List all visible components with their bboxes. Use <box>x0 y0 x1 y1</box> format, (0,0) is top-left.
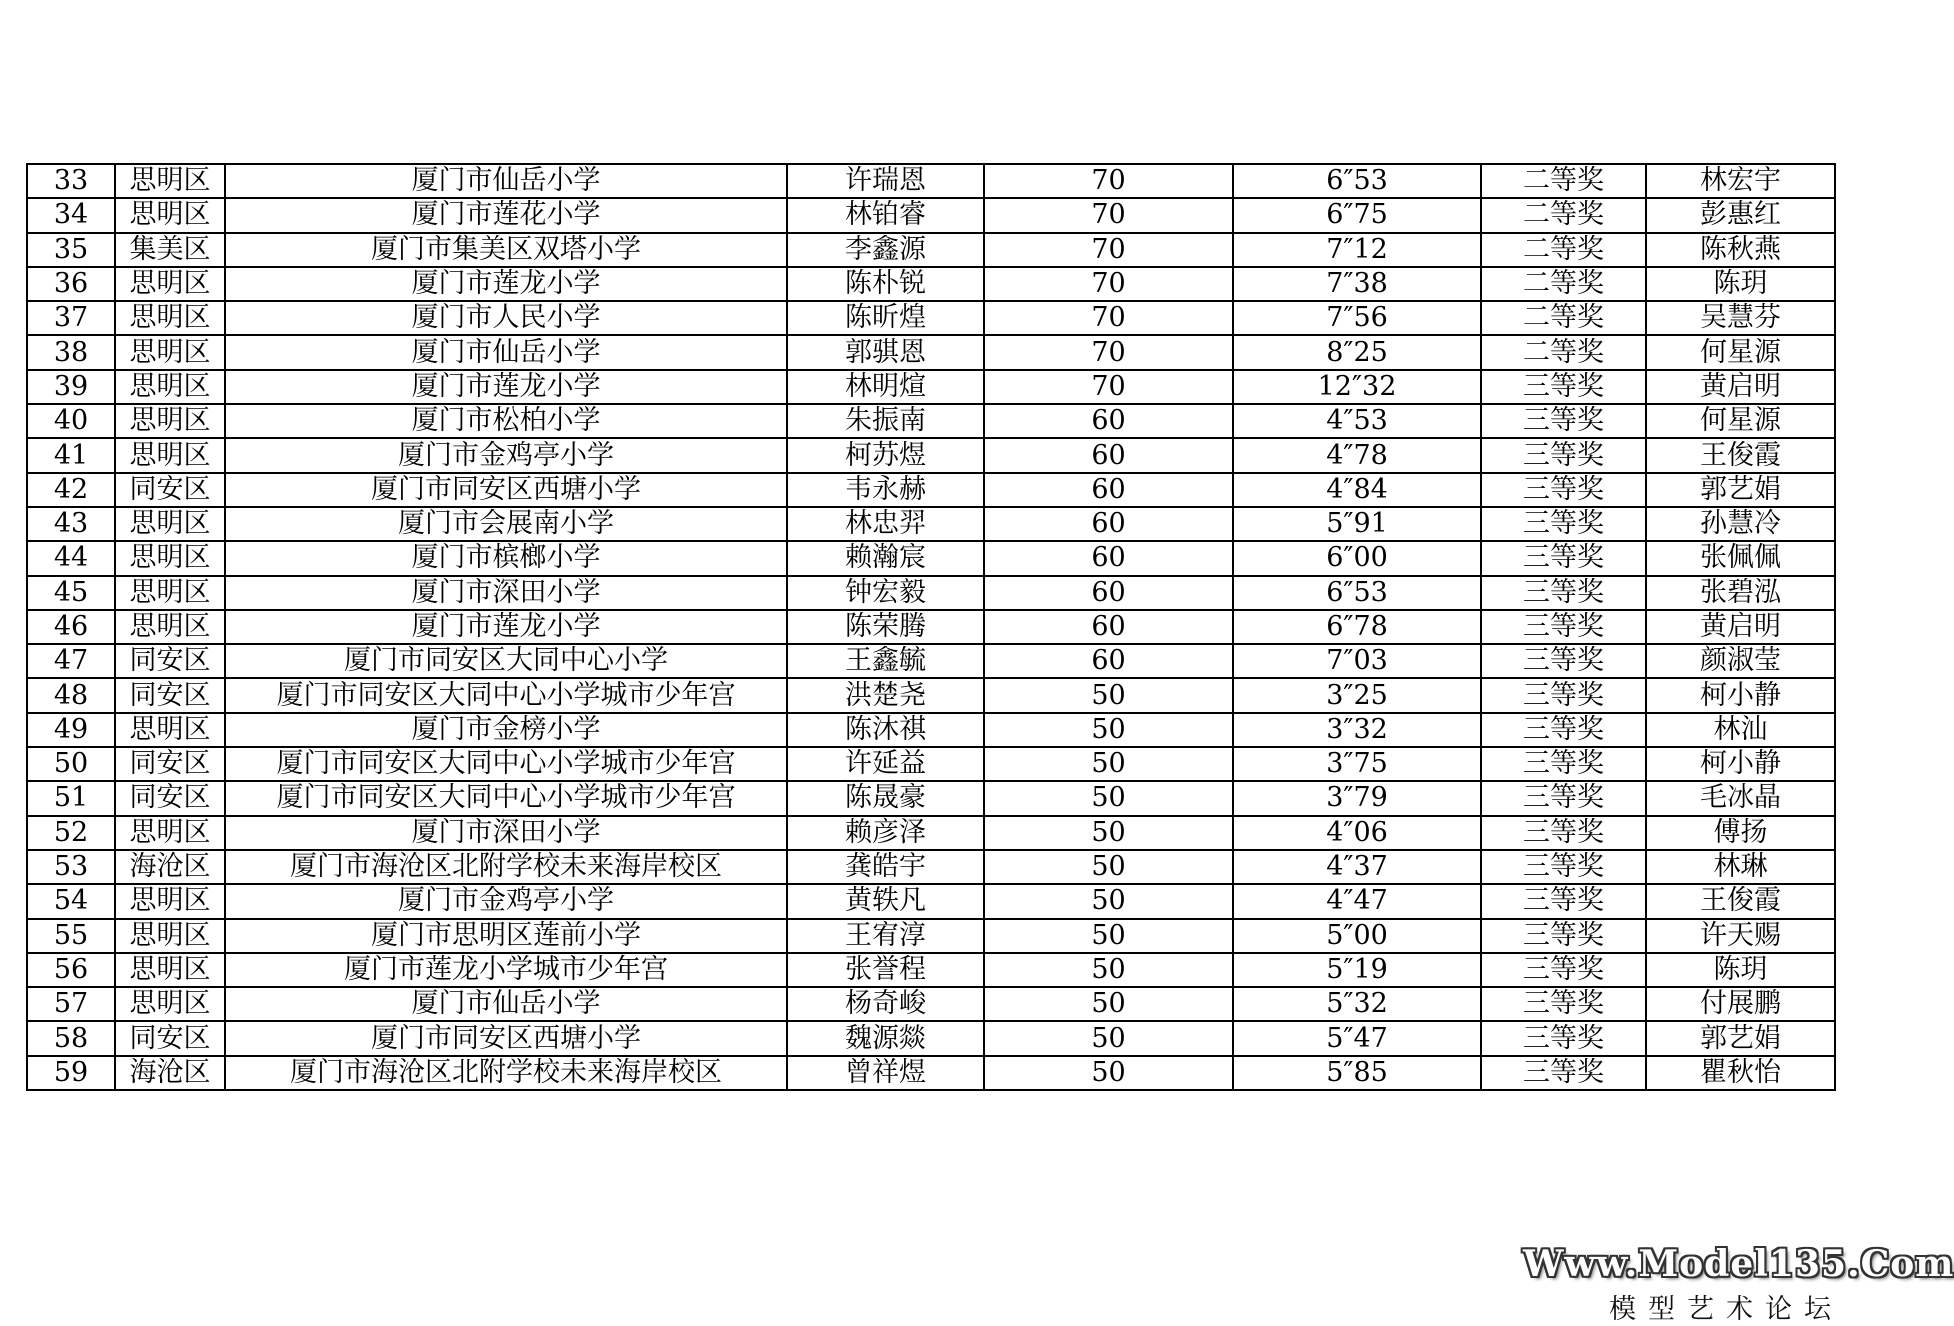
student-name-cell: 洪楚尧 <box>787 678 984 712</box>
student-name-cell: 李鑫源 <box>787 233 984 267</box>
student-name-cell: 许延益 <box>787 747 984 781</box>
score-cell: 50 <box>984 816 1233 850</box>
student-name-cell: 林明煊 <box>787 370 984 404</box>
school-cell: 厦门市集美区双塔小学 <box>225 233 787 267</box>
teacher-cell: 林汕 <box>1646 713 1835 747</box>
rank-cell: 54 <box>27 884 115 918</box>
district-cell: 思明区 <box>115 884 225 918</box>
award-cell: 二等奖 <box>1481 233 1646 267</box>
rank-cell: 57 <box>27 987 115 1021</box>
watermark-url: Www.Model135.Com <box>1523 1243 1954 1285</box>
school-cell: 厦门市人民小学 <box>225 301 787 335</box>
student-name-cell: 魏源燚 <box>787 1021 984 1055</box>
district-cell: 思明区 <box>115 816 225 850</box>
table-row <box>27 576 1835 610</box>
student-name-cell: 陈荣腾 <box>787 610 984 644</box>
table-row <box>27 644 1835 678</box>
school-cell: 厦门市海沧区北附学校未来海岸校区 <box>225 1056 787 1090</box>
score-cell: 50 <box>984 713 1233 747</box>
table-row <box>27 713 1835 747</box>
student-name-cell: 陈沐祺 <box>787 713 984 747</box>
district-cell: 思明区 <box>115 198 225 232</box>
award-cell: 二等奖 <box>1481 335 1646 369</box>
student-name-cell: 柯苏煜 <box>787 438 984 472</box>
award-cell: 三等奖 <box>1481 370 1646 404</box>
time-cell: 3″79 <box>1233 781 1481 815</box>
table-row <box>27 884 1835 918</box>
award-cell: 三等奖 <box>1481 713 1646 747</box>
school-cell: 厦门市同安区西塘小学 <box>225 1021 787 1055</box>
teacher-cell: 孙慧冷 <box>1646 507 1835 541</box>
rank-cell: 36 <box>27 267 115 301</box>
district-cell: 海沧区 <box>115 850 225 884</box>
table-row <box>27 507 1835 541</box>
table-row <box>27 301 1835 335</box>
student-name-cell: 朱振南 <box>787 404 984 438</box>
score-cell: 50 <box>984 678 1233 712</box>
award-cell: 三等奖 <box>1481 576 1646 610</box>
award-cell: 三等奖 <box>1481 747 1646 781</box>
school-cell: 厦门市仙岳小学 <box>225 987 787 1021</box>
award-cell: 二等奖 <box>1481 301 1646 335</box>
award-cell: 三等奖 <box>1481 919 1646 953</box>
teacher-cell: 林宏宇 <box>1646 164 1835 198</box>
school-cell: 厦门市莲龙小学 <box>225 267 787 301</box>
school-cell: 厦门市仙岳小学 <box>225 164 787 198</box>
table-row <box>27 198 1835 232</box>
student-name-cell: 韦永赫 <box>787 473 984 507</box>
student-name-cell: 陈昕煌 <box>787 301 984 335</box>
district-cell: 思明区 <box>115 541 225 575</box>
student-name-cell: 龚皓宇 <box>787 850 984 884</box>
rank-cell: 55 <box>27 919 115 953</box>
rank-cell: 41 <box>27 438 115 472</box>
district-cell: 思明区 <box>115 713 225 747</box>
time-cell: 5″85 <box>1233 1056 1481 1090</box>
rank-cell: 38 <box>27 335 115 369</box>
student-name-cell: 王鑫毓 <box>787 644 984 678</box>
school-cell: 厦门市莲花小学 <box>225 198 787 232</box>
score-cell: 60 <box>984 507 1233 541</box>
score-cell: 60 <box>984 473 1233 507</box>
time-cell: 5″19 <box>1233 953 1481 987</box>
school-cell: 厦门市同安区大同中心小学 <box>225 644 787 678</box>
table-row <box>27 335 1835 369</box>
table-row <box>27 438 1835 472</box>
district-cell: 思明区 <box>115 301 225 335</box>
score-cell: 60 <box>984 438 1233 472</box>
award-cell: 二等奖 <box>1481 164 1646 198</box>
school-cell: 厦门市莲龙小学 <box>225 370 787 404</box>
table-row <box>27 919 1835 953</box>
time-cell: 4″78 <box>1233 438 1481 472</box>
teacher-cell: 彭惠红 <box>1646 198 1835 232</box>
rank-cell: 33 <box>27 164 115 198</box>
teacher-cell: 郭艺娟 <box>1646 473 1835 507</box>
award-cell: 二等奖 <box>1481 267 1646 301</box>
score-cell: 60 <box>984 644 1233 678</box>
rank-cell: 34 <box>27 198 115 232</box>
award-cell: 三等奖 <box>1481 781 1646 815</box>
district-cell: 思明区 <box>115 610 225 644</box>
award-cell: 三等奖 <box>1481 884 1646 918</box>
school-cell: 厦门市仙岳小学 <box>225 335 787 369</box>
teacher-cell: 郭艺娟 <box>1646 1021 1835 1055</box>
score-cell: 70 <box>984 335 1233 369</box>
district-cell: 同安区 <box>115 473 225 507</box>
score-cell: 60 <box>984 404 1233 438</box>
table-row <box>27 267 1835 301</box>
school-cell: 厦门市深田小学 <box>225 816 787 850</box>
award-cell: 三等奖 <box>1481 644 1646 678</box>
table-row <box>27 473 1835 507</box>
school-cell: 厦门市槟榔小学 <box>225 541 787 575</box>
student-name-cell: 陈晟豪 <box>787 781 984 815</box>
rank-cell: 39 <box>27 370 115 404</box>
district-cell: 集美区 <box>115 233 225 267</box>
teacher-cell: 柯小静 <box>1646 678 1835 712</box>
award-cell: 三等奖 <box>1481 1021 1646 1055</box>
time-cell: 6″78 <box>1233 610 1481 644</box>
school-cell: 厦门市同安区大同中心小学城市少年宫 <box>225 747 787 781</box>
score-cell: 50 <box>984 850 1233 884</box>
teacher-cell: 毛冰晶 <box>1646 781 1835 815</box>
score-cell: 70 <box>984 370 1233 404</box>
student-name-cell: 赖彦泽 <box>787 816 984 850</box>
district-cell: 思明区 <box>115 370 225 404</box>
time-cell: 4″53 <box>1233 404 1481 438</box>
teacher-cell: 陈玥 <box>1646 267 1835 301</box>
time-cell: 6″53 <box>1233 164 1481 198</box>
table-row <box>27 747 1835 781</box>
score-cell: 50 <box>984 1056 1233 1090</box>
table-row <box>27 953 1835 987</box>
teacher-cell: 陈秋燕 <box>1646 233 1835 267</box>
student-name-cell: 赖瀚宸 <box>787 541 984 575</box>
school-cell: 厦门市金鸡亭小学 <box>225 438 787 472</box>
rank-cell: 48 <box>27 678 115 712</box>
school-cell: 厦门市思明区莲前小学 <box>225 919 787 953</box>
student-name-cell: 郭骐恩 <box>787 335 984 369</box>
student-name-cell: 陈朴锐 <box>787 267 984 301</box>
district-cell: 思明区 <box>115 919 225 953</box>
award-cell: 三等奖 <box>1481 1056 1646 1090</box>
student-name-cell: 曾祥煜 <box>787 1056 984 1090</box>
score-cell: 70 <box>984 164 1233 198</box>
score-cell: 70 <box>984 198 1233 232</box>
district-cell: 思明区 <box>115 987 225 1021</box>
school-cell: 厦门市金鸡亭小学 <box>225 884 787 918</box>
score-cell: 50 <box>984 884 1233 918</box>
time-cell: 4″84 <box>1233 473 1481 507</box>
district-cell: 思明区 <box>115 164 225 198</box>
teacher-cell: 张佩佩 <box>1646 541 1835 575</box>
award-cell: 三等奖 <box>1481 438 1646 472</box>
district-cell: 同安区 <box>115 1021 225 1055</box>
district-cell: 海沧区 <box>115 1056 225 1090</box>
teacher-cell: 何星源 <box>1646 404 1835 438</box>
rank-cell: 37 <box>27 301 115 335</box>
rank-cell: 46 <box>27 610 115 644</box>
rank-cell: 40 <box>27 404 115 438</box>
rank-cell: 53 <box>27 850 115 884</box>
score-cell: 50 <box>984 987 1233 1021</box>
table-row <box>27 678 1835 712</box>
score-cell: 70 <box>984 267 1233 301</box>
school-cell: 厦门市金榜小学 <box>225 713 787 747</box>
award-cell: 三等奖 <box>1481 541 1646 575</box>
student-name-cell: 钟宏毅 <box>787 576 984 610</box>
teacher-cell: 瞿秋怡 <box>1646 1056 1835 1090</box>
student-name-cell: 黄轶凡 <box>787 884 984 918</box>
time-cell: 6″53 <box>1233 576 1481 610</box>
teacher-cell: 王俊霞 <box>1646 884 1835 918</box>
district-cell: 思明区 <box>115 404 225 438</box>
table-row <box>27 541 1835 575</box>
time-cell: 3″75 <box>1233 747 1481 781</box>
teacher-cell: 王俊霞 <box>1646 438 1835 472</box>
student-name-cell: 杨奇峻 <box>787 987 984 1021</box>
award-cell: 三等奖 <box>1481 987 1646 1021</box>
time-cell: 12″32 <box>1233 370 1481 404</box>
rank-cell: 49 <box>27 713 115 747</box>
school-cell: 厦门市松柏小学 <box>225 404 787 438</box>
award-cell: 三等奖 <box>1481 816 1646 850</box>
score-cell: 50 <box>984 747 1233 781</box>
time-cell: 3″25 <box>1233 678 1481 712</box>
school-cell: 厦门市会展南小学 <box>225 507 787 541</box>
school-cell: 厦门市海沧区北附学校未来海岸校区 <box>225 850 787 884</box>
teacher-cell: 颜淑莹 <box>1646 644 1835 678</box>
school-cell: 厦门市同安区西塘小学 <box>225 473 787 507</box>
table-row <box>27 781 1835 815</box>
time-cell: 4″47 <box>1233 884 1481 918</box>
score-cell: 60 <box>984 610 1233 644</box>
score-cell: 60 <box>984 541 1233 575</box>
score-cell: 50 <box>984 781 1233 815</box>
rank-cell: 47 <box>27 644 115 678</box>
score-cell: 60 <box>984 576 1233 610</box>
student-name-cell: 林铂睿 <box>787 198 984 232</box>
score-cell: 50 <box>984 919 1233 953</box>
table-row <box>27 610 1835 644</box>
time-cell: 3″32 <box>1233 713 1481 747</box>
teacher-cell: 何星源 <box>1646 335 1835 369</box>
rank-cell: 56 <box>27 953 115 987</box>
table-row <box>27 370 1835 404</box>
student-name-cell: 王宥淳 <box>787 919 984 953</box>
rank-cell: 45 <box>27 576 115 610</box>
table-row <box>27 850 1835 884</box>
rank-cell: 58 <box>27 1021 115 1055</box>
award-cell: 三等奖 <box>1481 850 1646 884</box>
district-cell: 同安区 <box>115 644 225 678</box>
rank-cell: 43 <box>27 507 115 541</box>
table-row <box>27 1021 1835 1055</box>
rank-cell: 52 <box>27 816 115 850</box>
table-body <box>27 164 1835 1090</box>
watermark-forum-name: 模型艺术论坛 <box>1609 1294 1843 1325</box>
teacher-cell: 陈玥 <box>1646 953 1835 987</box>
teacher-cell: 黄启明 <box>1646 370 1835 404</box>
award-cell: 三等奖 <box>1481 473 1646 507</box>
table-row <box>27 987 1835 1021</box>
teacher-cell: 吴慧芬 <box>1646 301 1835 335</box>
time-cell: 6″75 <box>1233 198 1481 232</box>
score-cell: 70 <box>984 301 1233 335</box>
time-cell: 4″37 <box>1233 850 1481 884</box>
award-cell: 二等奖 <box>1481 198 1646 232</box>
table-row <box>27 404 1835 438</box>
school-cell: 厦门市同安区大同中心小学城市少年宫 <box>225 678 787 712</box>
time-cell: 5″47 <box>1233 1021 1481 1055</box>
time-cell: 4″06 <box>1233 816 1481 850</box>
student-name-cell: 张誉程 <box>787 953 984 987</box>
award-cell: 三等奖 <box>1481 610 1646 644</box>
table-row <box>27 816 1835 850</box>
teacher-cell: 柯小静 <box>1646 747 1835 781</box>
award-cell: 三等奖 <box>1481 507 1646 541</box>
teacher-cell: 黄启明 <box>1646 610 1835 644</box>
teacher-cell: 张碧泓 <box>1646 576 1835 610</box>
school-cell: 厦门市莲龙小学城市少年宫 <box>225 953 787 987</box>
district-cell: 同安区 <box>115 747 225 781</box>
district-cell: 思明区 <box>115 267 225 301</box>
time-cell: 5″32 <box>1233 987 1481 1021</box>
time-cell: 6″00 <box>1233 541 1481 575</box>
teacher-cell: 付展鹏 <box>1646 987 1835 1021</box>
rank-cell: 44 <box>27 541 115 575</box>
time-cell: 8″25 <box>1233 335 1481 369</box>
table-row <box>27 164 1835 198</box>
rank-cell: 42 <box>27 473 115 507</box>
award-cell: 三等奖 <box>1481 678 1646 712</box>
district-cell: 思明区 <box>115 576 225 610</box>
award-cell: 三等奖 <box>1481 404 1646 438</box>
district-cell: 思明区 <box>115 335 225 369</box>
school-cell: 厦门市同安区大同中心小学城市少年宫 <box>225 781 787 815</box>
time-cell: 7″12 <box>1233 233 1481 267</box>
district-cell: 思明区 <box>115 507 225 541</box>
score-cell: 50 <box>984 1021 1233 1055</box>
watermark <box>1523 1243 1954 1326</box>
district-cell: 同安区 <box>115 781 225 815</box>
time-cell: 7″56 <box>1233 301 1481 335</box>
time-cell: 7″03 <box>1233 644 1481 678</box>
student-name-cell: 许瑞恩 <box>787 164 984 198</box>
teacher-cell: 傅扬 <box>1646 816 1835 850</box>
school-cell: 厦门市深田小学 <box>225 576 787 610</box>
score-cell: 50 <box>984 953 1233 987</box>
teacher-cell: 许天赐 <box>1646 919 1835 953</box>
teacher-cell: 林琳 <box>1646 850 1835 884</box>
district-cell: 思明区 <box>115 438 225 472</box>
time-cell: 5″00 <box>1233 919 1481 953</box>
table-row <box>27 233 1835 267</box>
results-table <box>26 163 1836 1091</box>
rank-cell: 35 <box>27 233 115 267</box>
time-cell: 7″38 <box>1233 267 1481 301</box>
time-cell: 5″91 <box>1233 507 1481 541</box>
school-cell: 厦门市莲龙小学 <box>225 610 787 644</box>
rank-cell: 51 <box>27 781 115 815</box>
table-row <box>27 1056 1835 1090</box>
district-cell: 同安区 <box>115 678 225 712</box>
rank-cell: 59 <box>27 1056 115 1090</box>
rank-cell: 50 <box>27 747 115 781</box>
student-name-cell: 林忠羿 <box>787 507 984 541</box>
award-cell: 三等奖 <box>1481 953 1646 987</box>
score-cell: 70 <box>984 233 1233 267</box>
district-cell: 思明区 <box>115 953 225 987</box>
